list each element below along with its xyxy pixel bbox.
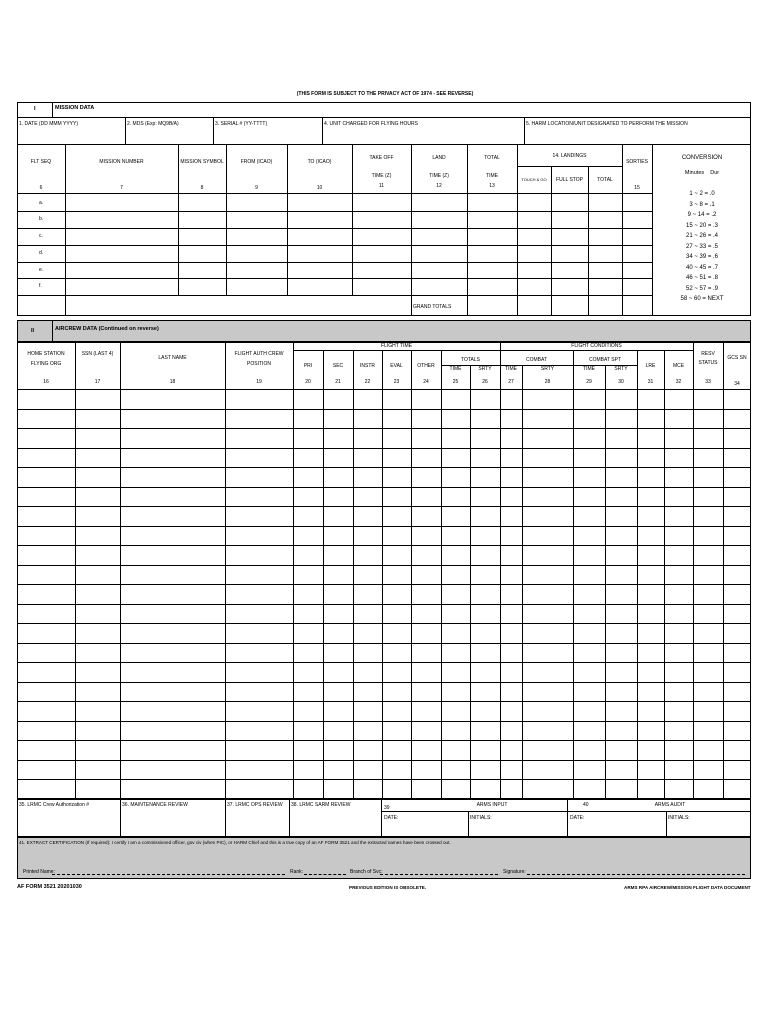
col-landings-total: TOTAL (597, 177, 613, 183)
conversion-row: 3 ~ 8 = .1 (689, 201, 715, 208)
conversion-row: 40 ~ 45 = .7 (685, 264, 719, 271)
col-flt-seq: FLT SEQ (30, 159, 52, 165)
col-position: POSITION (247, 361, 271, 367)
col-mission-number: MISSION NUMBER (99, 159, 144, 165)
num-13: 13 (489, 183, 495, 189)
form-title: ARMS RPA AIRCREW/MISSION FLIGHT DATA DOCUMENT (624, 885, 751, 890)
col-land-time: TIME (Z) (429, 173, 449, 179)
conversion-row: 34 ~ 39 = .6 (685, 254, 719, 260)
col-to: TO (ICAO) (307, 159, 332, 165)
num-8: 8 (200, 185, 204, 191)
rank-field[interactable] (304, 874, 346, 875)
printed-name-field[interactable] (52, 874, 285, 875)
conversion-row: 21 ~ 26 = .4 (685, 233, 719, 239)
col-sec: SEC (332, 363, 344, 369)
num-15: 15 (634, 185, 640, 191)
col-full-stop: FULL STOP (556, 177, 583, 183)
col-other: OTHER (417, 363, 435, 369)
crew-row-divider (17, 740, 751, 741)
arms-audit-date[interactable]: DATE: (570, 815, 585, 821)
col-instr: INSTR (360, 363, 375, 369)
num-16: 16 (43, 379, 49, 385)
crew-row-divider (17, 409, 751, 410)
num-11: 11 (378, 183, 385, 189)
conversion-row: 1 ~ 2 = .0 (689, 191, 715, 197)
col-gcs-sn: GCS SN (727, 355, 747, 361)
col-eval: EVAL (390, 363, 403, 369)
crew-row-divider (17, 701, 751, 702)
col-totals: TOTALS (461, 357, 480, 363)
date-field[interactable]: 1. DATE (DD MMM YYYY) (19, 121, 78, 127)
crew-row-divider (17, 721, 751, 722)
num-28: 28 (544, 379, 551, 385)
col-mce: MCE (672, 363, 685, 369)
section-2-title: AIRCREW DATA (Continued on reverse) (55, 326, 159, 332)
conversion-row: 46 ~ 51 = .8 (685, 275, 719, 281)
num-24: 24 (423, 379, 429, 385)
col-totals-time: TIME (449, 366, 462, 372)
conversion-row: 15 ~ 20 = .3 (685, 222, 719, 229)
col-flying-org: FLYING ORG (30, 361, 62, 367)
col-totals-srty: SRTY (478, 366, 492, 372)
num-31: 31 (647, 379, 654, 385)
num-21: 21 (335, 379, 341, 385)
row-label-b: b. (39, 216, 44, 222)
num-34: 34 (734, 381, 740, 387)
branch-label: Branch of Svc: (350, 869, 383, 875)
crew-row-divider (17, 623, 751, 624)
num-27: 27 (508, 379, 514, 385)
lrmc-sarm-review-field[interactable]: 38. LRMC SARM REVIEW (291, 802, 351, 808)
section-1-number: I (34, 106, 36, 112)
num-23: 23 (393, 379, 400, 385)
col-ssn: SSN (LAST 4) (81, 351, 114, 357)
crew-row-divider (17, 545, 751, 546)
crew-row-divider (17, 428, 751, 429)
lrmc-crew-auth-field[interactable]: 35. LRMC Crew Authorization # (19, 802, 90, 808)
conversion-table (654, 189, 750, 305)
previous-edition: PREVIOUS EDITION IS OBSOLETE. (349, 885, 427, 890)
privacy-notice: (THIS FORM IS SUBJECT TO THE PRIVACY ACT OF 1974 - SEE REVERSE) (296, 91, 474, 97)
num-6: 6 (39, 185, 43, 191)
conversion-row: 58 ~ 60 = NEXT (680, 296, 724, 302)
col-resv: RESV (701, 351, 715, 357)
arms-input-label: ARMS INPUT (476, 802, 508, 808)
box-40-label: 40 (583, 802, 589, 808)
col-combat-spt-srty: SRTY (614, 366, 628, 372)
crew-row-divider (17, 565, 751, 566)
num-25: 25 (452, 379, 459, 385)
arms-input-initials[interactable]: INITIALS: (470, 815, 492, 821)
crew-row-divider (17, 526, 751, 527)
col-sorties: SORTIES (626, 159, 648, 165)
mds-field[interactable]: 2. MDS (Exp: MQ9B/A) (127, 121, 179, 127)
branch-field[interactable] (380, 874, 498, 875)
col-pri: PRI (303, 363, 313, 369)
crew-row-divider (17, 487, 751, 488)
col-status: STATUS (698, 360, 718, 366)
num-7: 7 (120, 185, 123, 191)
box-39-label: 39 (384, 805, 390, 811)
col-takeoff-time: TIME (Z) (371, 173, 392, 179)
col-touch-go: TOUCH & GO (521, 177, 547, 182)
conversion-row: 27 ~ 33 = .5 (685, 243, 719, 250)
crew-row-divider (17, 506, 751, 507)
col-combat-srty: SRTY (540, 366, 555, 372)
crew-row-divider (17, 662, 751, 663)
col-landings: 14. LANDINGS (552, 153, 587, 159)
mission-data-section (17, 102, 751, 316)
crew-row-divider (17, 448, 751, 449)
col-takeoff: TAKE OFF (369, 155, 394, 161)
flight-time-header: FLIGHT TIME (381, 343, 412, 349)
num-26: 26 (482, 379, 488, 385)
num-19: 19 (256, 379, 262, 385)
crew-row-divider (17, 682, 751, 683)
aircrew-table (17, 342, 751, 799)
row-label-d: d. (39, 250, 44, 256)
col-mission-symbol: MISSION SYMBOL (180, 159, 224, 165)
row-label-e: e. (39, 267, 44, 273)
certification-text: 41. EXTRACT CERTIFICATION (If required): I certify I am a commissioned officer, gov civ (when PIC), or HARM Chief and this is a true copy of an AF FORM 3521 and the extracted names have been crossed out. (19, 840, 451, 845)
col-flight-auth: FLIGHT AUTH CREW (234, 351, 284, 357)
signature-label: Signature: (503, 869, 526, 875)
arms-audit-label: ARMS AUDIT (654, 802, 686, 808)
num-18: 18 (169, 379, 176, 385)
crew-row-divider (17, 779, 751, 780)
signature-field[interactable] (527, 874, 745, 875)
col-combat: COMBAT (525, 357, 548, 363)
col-total-time: TIME (486, 173, 498, 179)
num-12: 12 (436, 183, 442, 189)
num-17: 17 (94, 379, 101, 385)
col-from: FROM (ICAO) (240, 159, 273, 165)
lrmc-ops-review-field[interactable]: 37. LRMC OPS REVIEW (227, 802, 283, 808)
col-combat-spt-time: TIME (583, 366, 595, 372)
crew-row-divider (17, 584, 751, 585)
col-total: TOTAL (484, 155, 500, 161)
num-29: 29 (586, 379, 592, 385)
num-10: 10 (316, 185, 323, 191)
row-label-c: c. (39, 233, 43, 239)
rank-label: Rank: (290, 869, 304, 875)
crew-row-divider (17, 467, 751, 468)
grand-totals: GRAND TOTALS (413, 304, 452, 310)
col-land: LAND (432, 155, 446, 161)
num-9: 9 (255, 185, 258, 191)
num-30: 30 (618, 379, 624, 385)
row-label-a: a. (39, 200, 44, 206)
crew-row-divider (17, 760, 751, 761)
serial-field[interactable]: 3. SERIAL # (YY-TTTT) (215, 121, 268, 127)
maintenance-review-field[interactable]: 36. MAINTENANCE REVIEW (122, 802, 188, 808)
form-id: AF FORM 3521 20201030 (17, 884, 82, 890)
arms-input-date[interactable]: DATE: (384, 815, 399, 821)
section-1-title: MISSION DATA (55, 105, 95, 111)
conversion-row: 52 ~ 57 = .9 (685, 285, 719, 292)
col-home-station: HOME STATION (27, 351, 65, 357)
section-2-number: II (31, 328, 35, 334)
col-lre: LRE (645, 363, 656, 369)
col-combat-time: TIME (505, 366, 517, 372)
num-33: 33 (705, 379, 711, 385)
col-combat-spt: COMBAT SPT (588, 357, 622, 363)
num-20: 20 (305, 379, 311, 385)
row-label-f: f. (39, 283, 42, 289)
col-last-name: LAST NAME (158, 355, 187, 361)
harm-location-field[interactable]: 5. HARM LOCATION/UNIT DESIGNATED TO PERFORM THE MISSION (526, 121, 688, 127)
num-32: 32 (675, 379, 682, 385)
crew-row-divider (17, 643, 751, 644)
crew-row-divider (17, 604, 751, 605)
printed-name-label: Printed Name: (23, 869, 55, 875)
arms-audit-initials[interactable]: INITIALS: (668, 815, 690, 821)
conversion-title: CONVERSION (681, 155, 723, 161)
num-22: 22 (364, 379, 371, 385)
unit-charged-field[interactable]: 4. UNIT CHARGED FOR FLYING HOURS (324, 121, 418, 127)
conversion-row: 9 ~ 14 = .2 (687, 212, 717, 218)
conversion-subtitle: Minutes Dur (684, 170, 720, 176)
flight-conditions-header: FLIGHT CONDITIONS (571, 343, 622, 349)
